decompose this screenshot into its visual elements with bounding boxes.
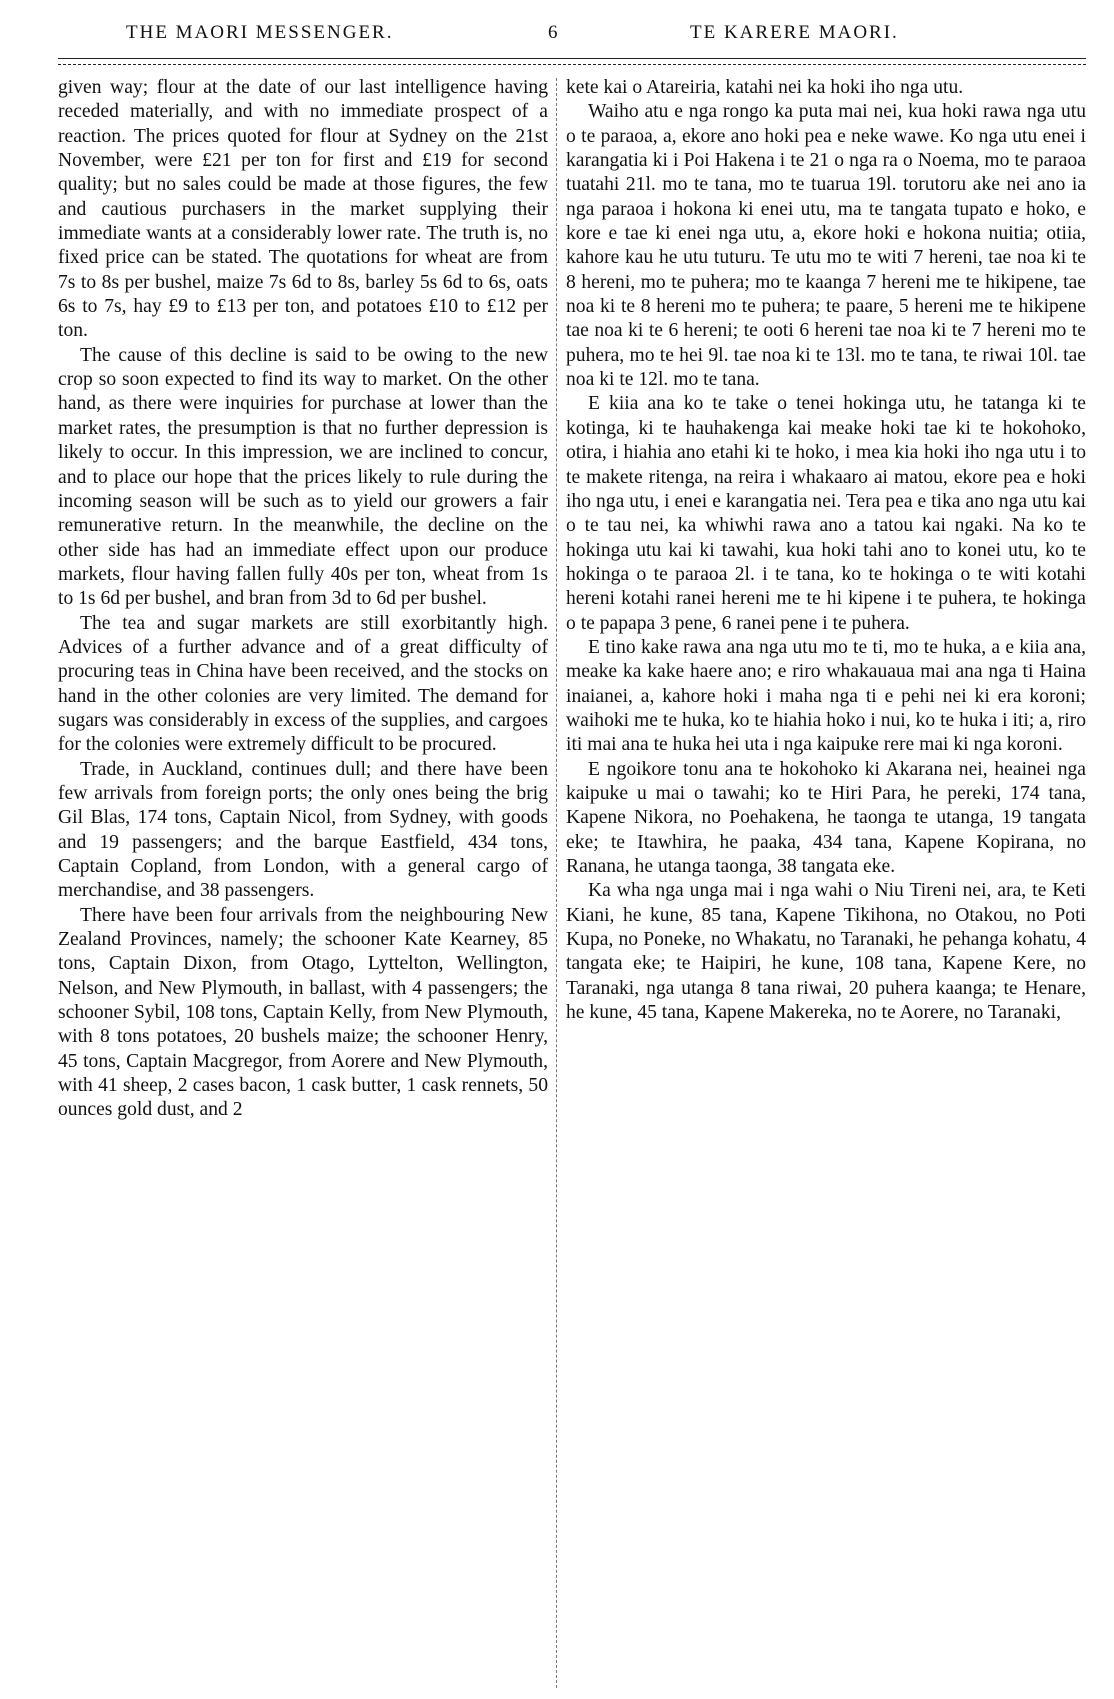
- header-rule: [58, 58, 1086, 59]
- column-divider: [556, 78, 557, 1688]
- maori-paragraph-3: E kiia ana ko te take o tenei hokinga utu, he tatanga ki te kotinga, ki te hauhakenga kai meake hoki tae ki te hokohoko, otira, i hiahia ano etahi ki te hoko, i mea kia hoki iho nga utu i to te makete ritenga, na reira i whakaaro ai matou, ekore pea e hoki iho nga utu, i enei e karangatia nei. Tera pea e tika ano nga utu kai o te tau nei, ka whiwhi rawa ano a tatou kai ngaki. Na ko te hokinga utu kai ki tawahi, kua hoki tahi ano to konei utu, ko te hokinga o te paraoa 2l. i te tana, ko te hokinga o te witi kotahi hereni kotahi ranei hereni me te hi kipene i te puhera, te hokinga o te papapa 3 pene, 6 ranei pene i te puhera.: [566, 393, 1086, 634]
- english-paragraph-2: The cause of this decline is said to be owing to the new crop so soon expected to find its way to market. On the other hand, as there were inquiries for purchase at lower than the market rates, the presumption is that no further depression is likely to occur. In this impression, we are inclined to concur, and to place our hope that the prices likely to rule during the incoming season will be such as to yield our growers a fair remunerative return. In the meanwhile, the decline on the other side has had an immediate effect upon our produce markets, flour having fallen fully 40s per ton, wheat from 1s to 1s 6d per bushel, and bran from 3d to 6d per bushel.: [58, 344, 548, 610]
- maori-paragraph-2: Waiho atu e nga rongo ka puta mai nei, kua hoki rawa nga utu o te paraoa, a, ekore ano hoki pea e neke wawe. Ko nga utu enei i karangatia ki i Poi Hakena i te 21 o nga ra o Noema, mo te paraoa tuatahi 21l. mo te tana, mo te tuarua 19l. torutoru ake nei ano ia nga paraoa i hokona ki enei utu, ma te tangata tupato e hoko, e kore e tae ki enei nga utu, a, ekore hoki e hokona nuitia; otiia, kahore kau he utu tuturu. Te utu mo te witi 7 hereni, tae noa ki te 8 hereni, mo te puhera; mo te kaanga 7 hereni me te hikipene, tae noa ki te 8 hereni mo te puhera; te paare, 5 hereni me te hikipene tae noa ki te 6 hereni; te ooti 6 hereni tae noa ki te 7 hereni mo te puhera, mo te hei 9l. tae noa ki te 13l. mo te tana, te riwai 10l. tae noa ki te 12l. mo te tana.: [566, 101, 1086, 391]
- running-header-maori: TE KARERE MAORI.: [690, 22, 899, 43]
- running-header-english: THE MAORI MESSENGER.: [126, 22, 394, 43]
- maori-paragraph-4: E tino kake rawa ana nga utu mo te ti, mo te huka, a e kiia ana, meake ka kake haere ano; e riro whakauaua mai ana nga ti Haina inaianei, a, kahore hoki i maha nga ti e pehi nei ki era koroni; waihoki me te huka, ko te hiahia hoko i nui, ko te huka i iti; a, riro iti mai ana te huka hei uta i nga kaipuke rere mai ki nga koroni.: [566, 636, 1086, 756]
- maori-paragraph-1: kete kai o Atareiria, katahi nei ka hoki iho nga utu.: [566, 77, 964, 98]
- maori-column: [566, 76, 1086, 1025]
- english-column: [58, 76, 548, 1123]
- maori-paragraph-5: E ngoikore tonu ana te hokohoko ki Akarana nei, heainei nga kaipuke u mai o tawahi; ko te Hiri Para, he pereki, 174 tana, Kapene Nikora, no Poehakena, he taonga te utanga, 19 tangata eke; te Itawhira, he paaka, 434 tana, Kapene Kopirana, no Ranana, he utanga taonga, 38 tangata eke.: [566, 758, 1086, 877]
- english-paragraph-5: There have been four arrivals from the neighbouring New Zealand Provinces, namely; the schooner Kate Kearney, 85 tons, Captain Dixon, from Otago, Lyttelton, Wellington, Nelson, and New Plymouth, in ballast, with 4 passengers; the schooner Sybil, 108 tons, Captain Kelly, from New Plymouth, with 8 tons potatoes, 20 bushels maize; the schooner Henry, 45 tons, Captain Macgregor, from Aorere and New Plymouth, with 41 sheep, 2 cases bacon, 1 cask butter, 1 cask rennets, 50 ounces gold dust, and 2: [58, 904, 548, 1121]
- english-paragraph-4: Trade, in Auckland, continues dull; and there have been few arrivals from foreign ports; the only ones being the brig Gil Blas, 174 tons, Captain Nicol, from Sydney, with goods and 19 passengers; and the barque Eastfield, 434 tons, Captain Copland, from London, with a general cargo of merchandise, and 38 passengers.: [58, 758, 548, 902]
- header-rule-dashed: [58, 64, 1086, 65]
- page-number: 6: [548, 22, 560, 43]
- english-paragraph-1: given way; flour at the date of our last intelligence having receded materially, and with no immediate prospect of a reaction. The prices quoted for flour at Sydney on the 21st November, were £21 per ton for first and £19 for second quality; but no sales could be made at those figures, the few and cautious purchasers in the market supplying their immediate wants at a considerably lower rate. The truth is, no fixed price can be stated. The quotations for wheat are from 7s to 8s per bushel, maize 7s 6d to 8s, barley 5s 6d to 6s, oats 6s to 7s, hay £9 to £13 per ton, and potatoes £10 to £12 per ton.: [58, 77, 548, 342]
- english-paragraph-3: The tea and sugar markets are still exorbitantly high. Advices of a further advance and of a great difficulty of procuring teas in China have been received, and the stocks on hand in the other colonies are very limited. The demand for sugars was considerably in excess of the supplies, and cargoes for the colonies were extremely difficult to be procured.: [58, 612, 548, 756]
- maori-paragraph-6: Ka wha nga unga mai i nga wahi o Niu Tireni nei, ara, te Keti Kiani, he kune, 85 tana, Kapene Tikihona, no Otakou, no Poti Kupa, no Poneke, no Whakatu, no Taranaki, he pehanga kohatu, 4 tangata eke; te Haipiri, he kune, 108 tana, Kapene Kere, no Taranaki, nga utanga 8 tana riwai, 20 puhera kaanga; te Henare, he kune, 45 tana, Kapene Makereka, no te Aorere, no Taranaki,: [566, 880, 1086, 1024]
